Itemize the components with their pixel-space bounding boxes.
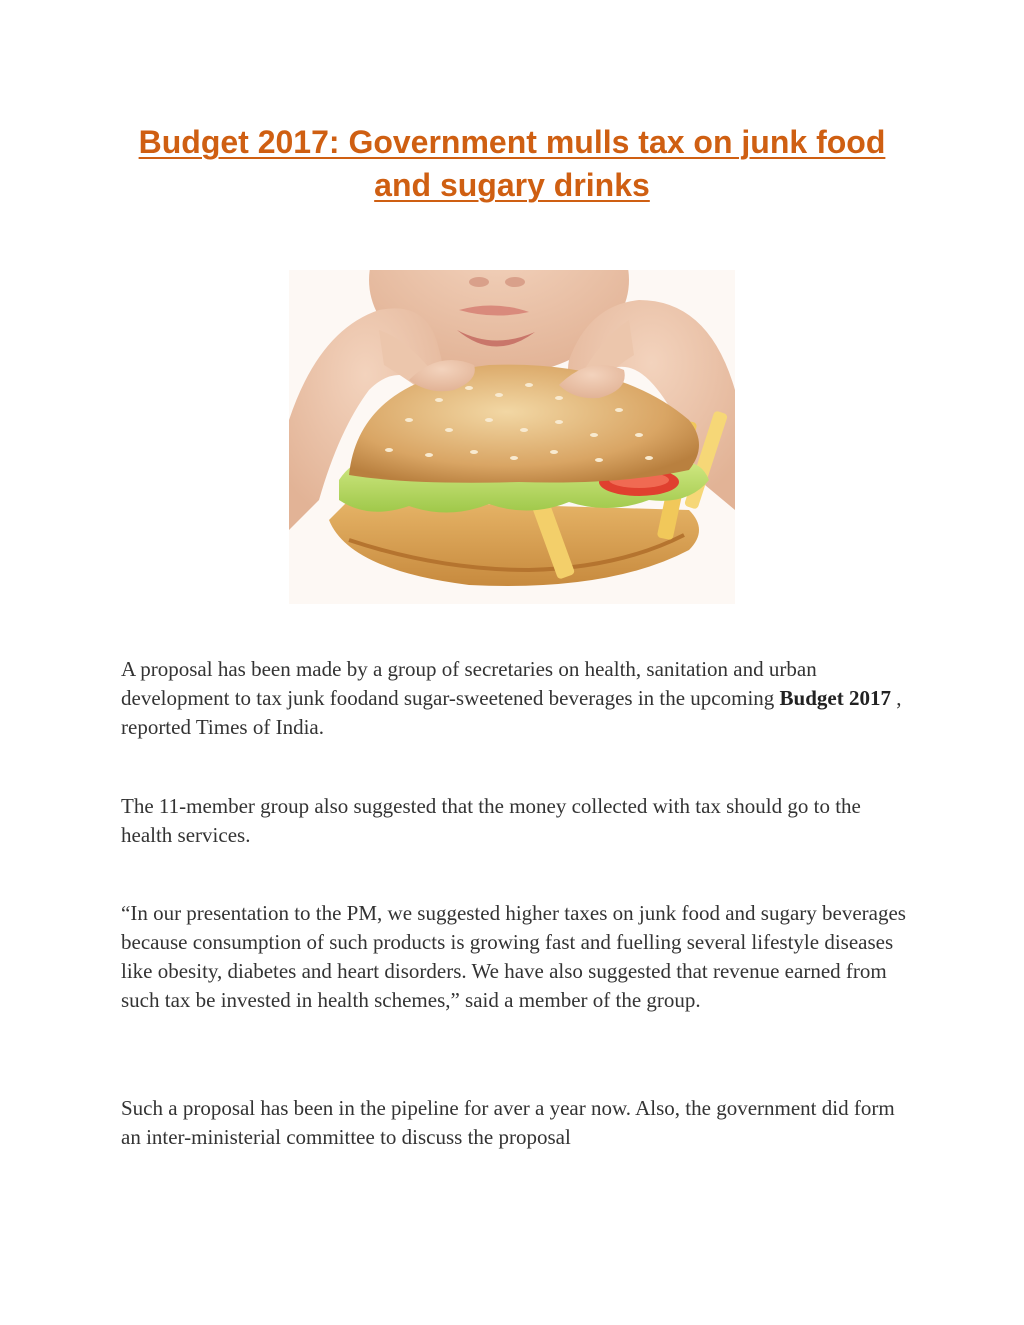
burger-photo-icon <box>289 270 735 604</box>
article-title: Budget 2017: Government mulls tax on junk food and sugary drinks <box>138 124 886 203</box>
paragraph-3: “In our presentation to the PM, we suggested higher taxes on junk food and sugary beverages because consumption of such products is growing fast and fuelling several lifestyle diseases like obesity, diabetes and heart disorders. We have also suggested that revenue earned from such tax be invested in health schemes,” said a member of the group. <box>121 901 906 1012</box>
paragraph-2: The 11-member group also suggested that the money collected with tax should go to the health services. <box>121 794 861 847</box>
paragraph-1-bold: Budget 2017 <box>779 686 891 710</box>
paragraph-1-lead: A proposal has been made by a group of secretaries on health, sanitation and urban development to tax junk foodand sugar-sweetened beverages in the upcoming <box>121 657 817 710</box>
paragraph-1-tail: , reported Times of India. <box>121 686 902 739</box>
paragraph-4: Such a proposal has been in the pipeline for aver a year now. Also, the government did form an inter-ministerial committee to discuss the proposal <box>121 1096 895 1149</box>
paragraph-1 <box>121 655 911 742</box>
